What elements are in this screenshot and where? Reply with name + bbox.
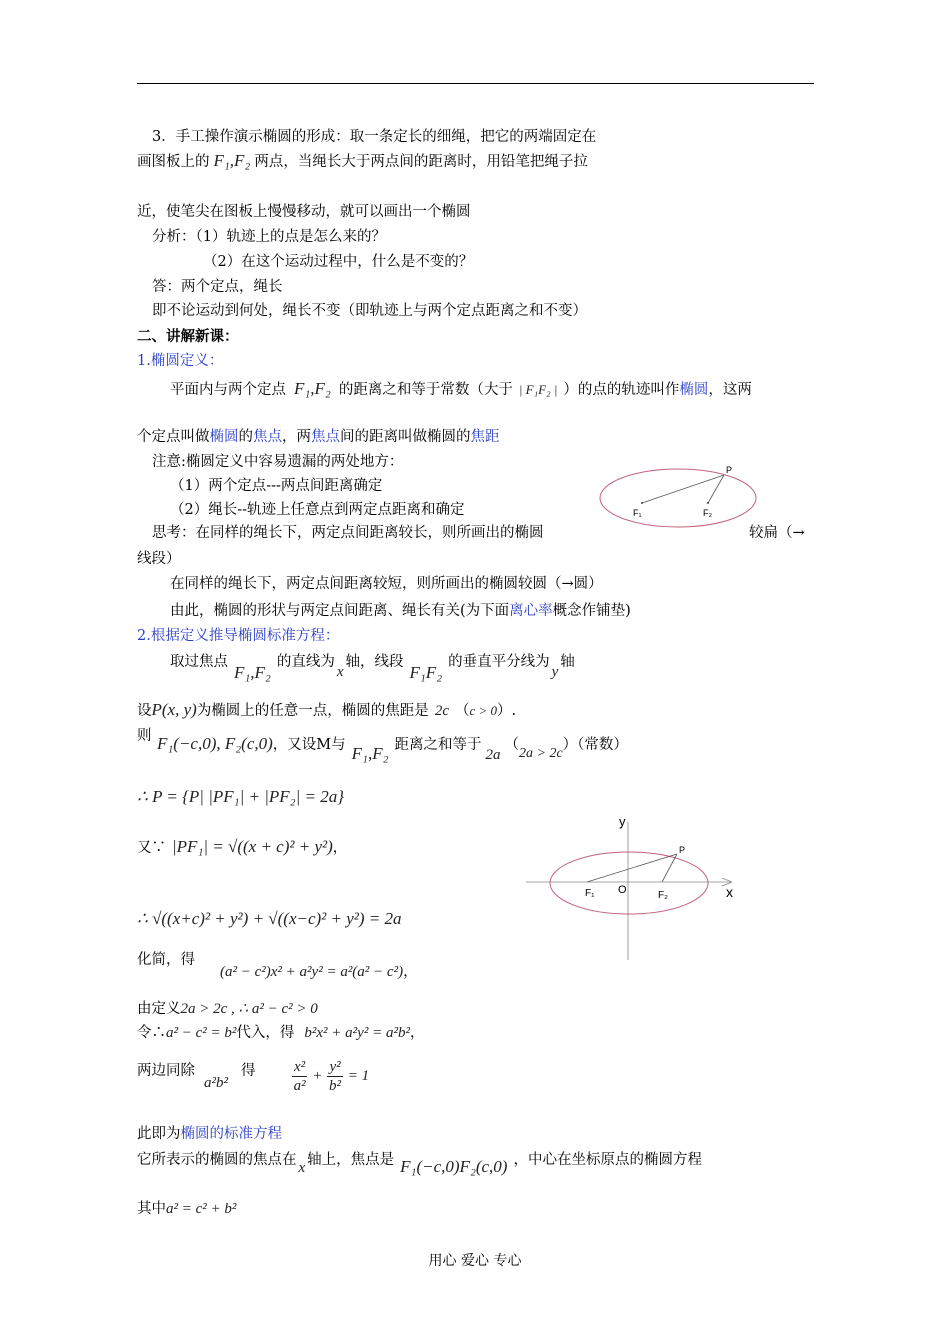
conclusion-line: 它所表示的椭圆的焦点在 x 轴上，焦点是 F₁(−c,0)F₂(c,0) ，中心在坐标原点的椭圆方程 bbox=[137, 1152, 702, 1176]
pf1-formula: 又∵ |PF₁| = √((x + c)² + y²)， bbox=[137, 837, 348, 856]
fig2-y-label: y bbox=[619, 814, 626, 829]
think-line-1-end: 较扁（→ bbox=[749, 525, 805, 541]
para-3-line-3: 近，使笔尖在图板上慢慢移动，就可以画出一个椭圆 bbox=[137, 204, 471, 220]
header-rule bbox=[137, 83, 814, 84]
relation-line: 其中a² = c² + b² bbox=[137, 1201, 237, 1217]
standard-equation-label: 此即为椭圆的标准方程 bbox=[137, 1126, 282, 1142]
simplify-line: 化简，得 bbox=[137, 952, 195, 968]
para-3-line-2: 画图板上的 F₁,F₂ 两点，当绳长大于两点间的距离时，用铅笔把绳子拉 bbox=[137, 151, 588, 170]
derive-line-1: 取过焦点F₁,F₂的直线为x轴，线段F₁F₂的垂直平分线为y轴 bbox=[170, 654, 575, 682]
fig2-x-label: x bbox=[726, 884, 733, 900]
definition-line-1: 平面内与两个定点 F₁,F₂ 的距离之和等于常数（大于 | F₁F₂ | ）的点的轨迹叫作椭圆，这两 bbox=[170, 379, 752, 398]
simplified-equation: (a² − c²)x² + a²y² = a²(a² − c²)， bbox=[220, 964, 418, 980]
analysis-q1: 分析：（1）轨迹上的点是怎么来的？ bbox=[152, 229, 386, 245]
set-definition: ∴ P = {P| |PF₁| + |PF₂| = 2a} bbox=[137, 787, 345, 806]
divide-got: 得 bbox=[241, 1063, 256, 1079]
section-1-title: 1.椭圆定义： bbox=[137, 353, 224, 369]
fig1-f1-label: F₁ bbox=[633, 508, 642, 518]
divide-line: 两边同除 bbox=[137, 1063, 195, 1079]
page-footer: 用心 爱心 专心 bbox=[428, 1253, 522, 1269]
note-item-2: （2）绳长--轨迹上任意点到两定点距离和确定 bbox=[170, 502, 465, 518]
para-3-line-1: 3．手工操作演示椭圆的形成：取一条定长的细绳，把它的两端固定在 bbox=[152, 129, 597, 145]
sum-equation: ∴ √((x+c)² + y²) + √((x−c)² + y²) = 2a bbox=[137, 909, 402, 928]
definition-line-2: 个定点叫做椭圆的焦点，两焦点间的距离叫做椭圆的焦距 bbox=[137, 429, 500, 445]
ellipse-figure-2 bbox=[522, 810, 747, 960]
derive-line-2: 设P(x, y)为椭圆上的任意一点，椭圆的焦距是 2c （c > 0）. bbox=[137, 700, 517, 719]
note: 注意:椭圆定义中容易遗漏的两处地方： bbox=[152, 454, 404, 470]
answer: 答：两个定点，绳长 bbox=[152, 279, 283, 295]
think-line-2: 线段） bbox=[137, 551, 181, 567]
think-line-3: 在同样的绳长下，两定点间距离较短，则所画出的椭圆较圆（→圆） bbox=[170, 576, 603, 592]
ellipse-figure-1 bbox=[595, 460, 765, 530]
think-line-1: 思考：在同样的绳长下，两定点间距离较长，则所画出的椭圆 bbox=[152, 525, 544, 541]
definition-inequality: 由定义2a > 2c , ∴ a² − c² > 0 bbox=[137, 1001, 318, 1017]
derive-line-3: 则 bbox=[137, 728, 152, 744]
standard-equation: $\frac{\text{x²}}{\text{a²}}$ + $\frac{\text{y²}}{\text{b²}}$ = 1 bbox=[293, 1059, 370, 1094]
foci-coordinates: F₁(−c,0), F₂(c,0)，又设M与 F₁,F₂ 距离之和等于2a（2a > 2c）（常数） bbox=[157, 734, 628, 763]
fig2-o-label: O bbox=[618, 884, 627, 896]
answer-detail: 即不论运动到何处，绳长不变（即轨迹上与两个定点距离之和不变） bbox=[152, 303, 587, 319]
fig2-f2-label: F₂ bbox=[658, 890, 668, 901]
fig2-p-label: P bbox=[679, 845, 686, 855]
divide-term: a²b² bbox=[204, 1075, 228, 1091]
section-2-title: 2.根据定义推导椭圆标准方程： bbox=[137, 628, 340, 644]
fig2-f1-label: F₁ bbox=[585, 888, 595, 899]
note-item-1: （1）两个定点---两点间距离确定 bbox=[170, 478, 383, 494]
math-f1f2: F₁,F₂ bbox=[213, 151, 251, 170]
fig1-f2-label: F₂ bbox=[703, 508, 712, 518]
fig1-p-label: P bbox=[726, 465, 733, 475]
think-line-4: 由此，椭圆的形状与两定点间距离、绳长有关(为下面离心率概念作铺垫) bbox=[170, 603, 631, 619]
substitution-line: 令∴a² − c² = b²代入，得 b²x² + a²y² = a²b²， bbox=[137, 1025, 425, 1041]
section-heading: 二、讲解新课： bbox=[137, 328, 239, 345]
analysis-q2: （2）在这个运动过程中，什么是不变的？ bbox=[203, 254, 474, 270]
